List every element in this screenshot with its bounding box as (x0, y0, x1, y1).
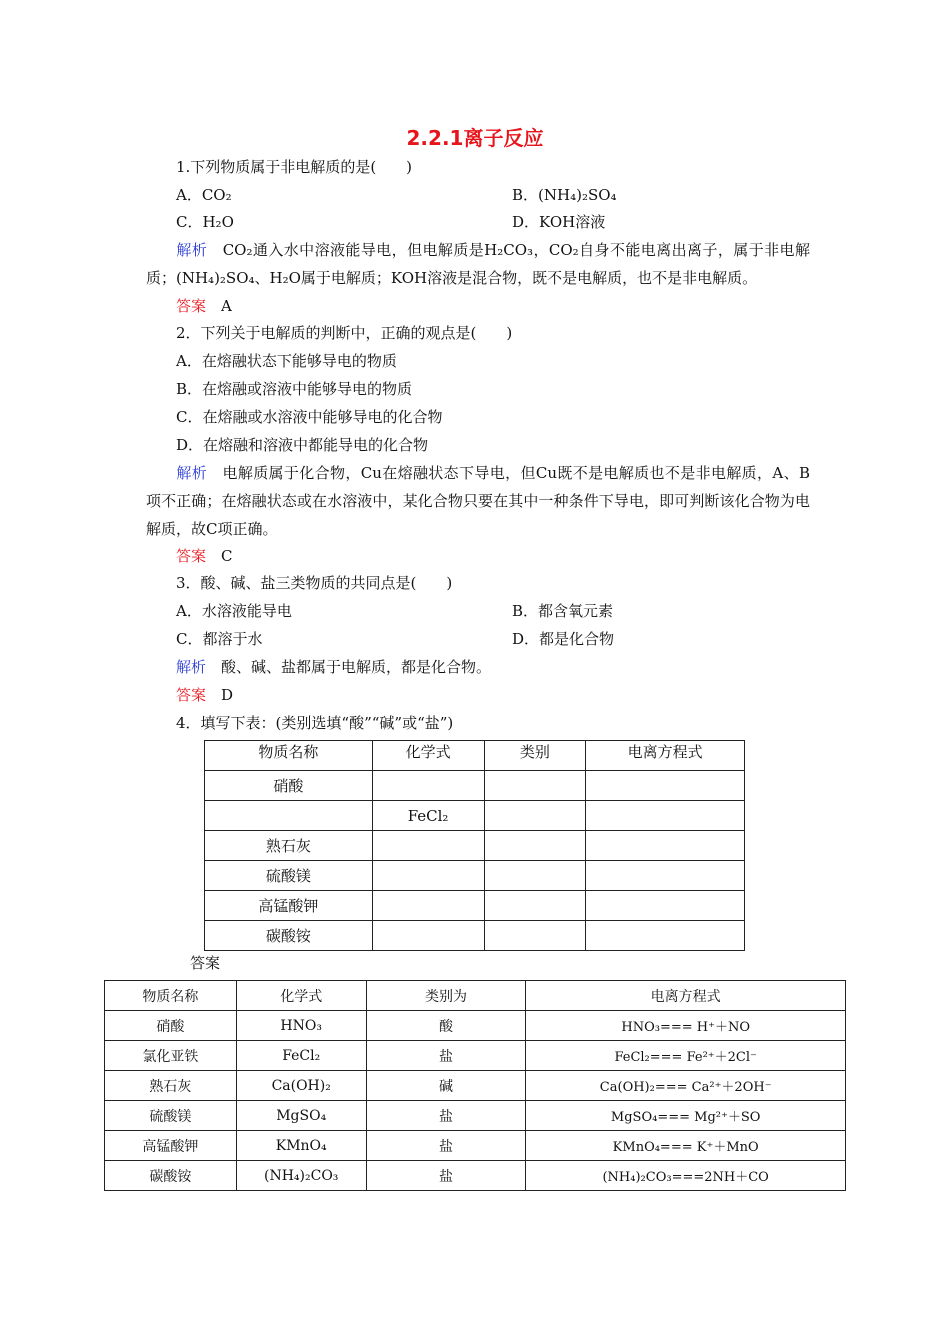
table-cell (484, 771, 586, 801)
answer-label: 答案 (176, 686, 207, 704)
table-cell: 碳酸铵 (105, 1161, 237, 1191)
table-cell (372, 831, 484, 861)
q1-analysis (146, 236, 810, 292)
q2-analysis (146, 459, 810, 543)
table-row (105, 1161, 846, 1191)
question-4-stem: 4．填写下表：(类别选填“酸”“碱”或“盐”) (176, 714, 454, 732)
q3-option-b: B．都含氧元素 (512, 602, 614, 620)
table-cell: FeCl₂ (236, 1041, 366, 1071)
q1-option-d: D．KOH溶液 (512, 213, 606, 231)
table-cell: Ca(OH)₂ (236, 1071, 366, 1101)
table-cell: 熟石灰 (205, 831, 373, 861)
table-cell: 碳酸铵 (205, 921, 373, 951)
table-cell: MgSO₄=== Mg²⁺＋SO (526, 1101, 846, 1131)
table-cell (372, 921, 484, 951)
table-cell: FeCl₂ (372, 801, 484, 831)
table-cell: KMnO₄ (236, 1131, 366, 1161)
table-cell: 高锰酸钾 (205, 891, 373, 921)
table-cell (484, 891, 586, 921)
table-cell (586, 831, 745, 861)
table-cell (586, 771, 745, 801)
table-cell: 盐 (366, 1101, 526, 1131)
table-cell: Ca(OH)₂=== Ca²⁺＋2OH⁻ (526, 1071, 846, 1101)
q3-option-d: D．都是化合物 (512, 630, 615, 648)
table-cell (484, 921, 586, 951)
table-cell: 氯化亚铁 (105, 1041, 237, 1071)
table-cell: 硫酸镁 (105, 1101, 237, 1131)
q1-answer-value: A (221, 297, 232, 315)
table-cell (372, 771, 484, 801)
table-cell: 盐 (366, 1131, 526, 1161)
table-row (105, 1041, 846, 1071)
table-cell: (NH₄)₂CO₃ (236, 1161, 366, 1191)
header-cell: 化学式 (236, 981, 366, 1011)
answer-label: 答案 (176, 547, 207, 565)
q3-answer-value: D (221, 686, 234, 704)
q1-option-c: C．H₂O (176, 213, 234, 231)
table-row (205, 771, 745, 801)
q1-answer (176, 296, 232, 316)
question-3-stem: 3．酸、碱、盐三类物质的共同点是( ) (176, 574, 453, 592)
table-cell: MgSO₄ (236, 1101, 366, 1131)
table-cell (586, 891, 745, 921)
analysis-label: 解析 (176, 241, 208, 259)
q2-option-a: A．在熔融状态下能够导电的物质 (176, 352, 397, 370)
q1-option-a: A．CO₂ (176, 186, 232, 204)
q4-answer-label: 答案 (190, 954, 221, 972)
q3-analysis (176, 657, 491, 677)
q2-option-d: D．在熔融和溶液中都能导电的化合物 (176, 436, 429, 454)
table-cell: KMnO₄=== K⁺＋MnO (526, 1131, 846, 1161)
table-cell: 盐 (366, 1041, 526, 1071)
q1-analysis-text: CO₂通入水中溶液能导电，但电解质是H₂CO₃，CO₂自身不能电离出离子，属于非电解质；(NH₄)₂SO₄、H₂O属于电解质；KOH溶液是混合物，既不是电解质，也不是非电解质。 (146, 241, 810, 287)
table-cell: 酸 (366, 1011, 526, 1041)
table-row (105, 1011, 846, 1041)
header-cell: 类别 (484, 741, 586, 771)
table-row (205, 891, 745, 921)
table-cell (586, 921, 745, 951)
table-header-row (105, 981, 846, 1011)
q2-option-b: B．在熔融或溶液中能够导电的物质 (176, 380, 413, 398)
table-cell: HNO₃=== H⁺＋NO (526, 1011, 846, 1041)
table-cell: 硝酸 (205, 771, 373, 801)
table-cell: 硫酸镁 (205, 861, 373, 891)
table-row (205, 801, 745, 831)
table-cell: 高锰酸钾 (105, 1131, 237, 1161)
analysis-label: 解析 (176, 658, 207, 676)
header-cell: 电离方程式 (526, 981, 846, 1011)
table-row (205, 831, 745, 861)
analysis-label: 解析 (176, 464, 208, 482)
table-cell: 碱 (366, 1071, 526, 1101)
table-row (105, 1071, 846, 1101)
table-row (205, 861, 745, 891)
table-cell (372, 861, 484, 891)
header-cell: 物质名称 (105, 981, 237, 1011)
table-cell: (NH₄)₂CO₃===2NH＋CO (526, 1161, 846, 1191)
table-cell: FeCl₂=== Fe²⁺＋2Cl⁻ (526, 1041, 846, 1071)
question-1-stem: 1.下列物质属于非电解质的是( ) (176, 158, 413, 176)
table-cell: HNO₃ (236, 1011, 366, 1041)
q2-analysis-text: 电解质属于化合物，Cu在熔融状态下导电，但Cu既不是电解质也不是非电解质，A、B项不正确；在熔融状态或在水溶液中，某化合物只要在其中一种条件下导电，即可判断该化合物为电解质，故C项正确。 (146, 464, 810, 538)
q3-option-a: A．水溶液能导电 (176, 602, 292, 620)
table-cell (586, 861, 745, 891)
q3-answer (176, 685, 233, 705)
header-cell: 类别为 (366, 981, 526, 1011)
table-cell (484, 801, 586, 831)
q3-option-c: C．都溶于水 (176, 630, 263, 648)
question-2-stem: 2．下列关于电解质的判断中，正确的观点是( ) (176, 324, 513, 342)
answer-label: 答案 (176, 297, 207, 315)
table-cell (372, 891, 484, 921)
q2-answer (176, 546, 233, 566)
page-title: 2.2.1离子反应 (406, 126, 544, 150)
fill-in-table (204, 740, 745, 951)
table-cell (586, 801, 745, 831)
table-cell: 熟石灰 (105, 1071, 237, 1101)
table-row (205, 921, 745, 951)
header-cell: 物质名称 (205, 741, 373, 771)
q2-answer-value: C (221, 547, 233, 565)
table-row (105, 1101, 846, 1131)
table-cell (484, 831, 586, 861)
table-row (105, 1131, 846, 1161)
q2-option-c: C．在熔融或水溶液中能够导电的化合物 (176, 408, 443, 426)
table-cell (484, 861, 586, 891)
q3-analysis-text: 酸、碱、盐都属于电解质，都是化合物。 (221, 658, 492, 676)
answer-table (104, 980, 846, 1191)
header-cell: 化学式 (372, 741, 484, 771)
table-header-row (205, 741, 745, 771)
table-cell (205, 801, 373, 831)
table-cell: 盐 (366, 1161, 526, 1191)
header-cell: 电离方程式 (586, 741, 745, 771)
q1-option-b: B．(NH₄)₂SO₄ (512, 186, 617, 204)
table-cell: 硝酸 (105, 1011, 237, 1041)
